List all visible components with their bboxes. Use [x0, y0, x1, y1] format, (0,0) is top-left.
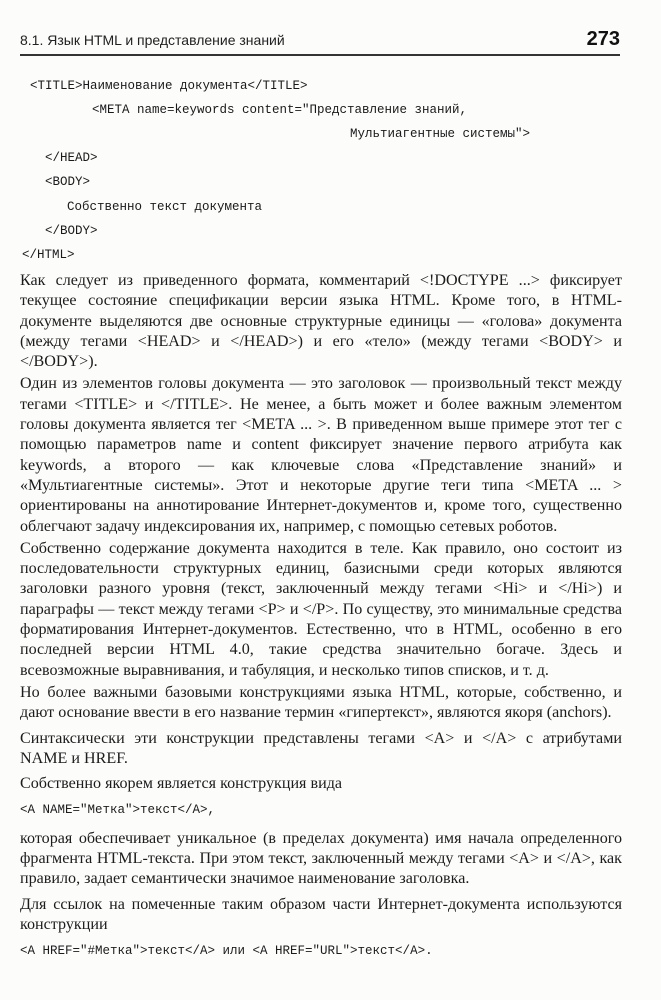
code-line: <TITLE>Наименование документа</TITLE>: [30, 79, 308, 93]
code-line: </HTML>: [22, 248, 75, 262]
code-line: </HEAD>: [45, 151, 98, 165]
header-rule: [20, 54, 620, 56]
section-title: 8.1. Язык HTML и представление знаний: [20, 32, 285, 48]
paragraph-anchor-desc: которая обеспечивает уникальное (в пределах документа) имя начала определенного фрагмента HTML-текста. При этом текст, заключенный между тегами <A> и </A>, как правило, задает семантически значимое наименование заголовка.: [20, 829, 622, 888]
code-line: <META name=keywords content="Представление знаний,: [92, 103, 468, 117]
body-text: [20, 271, 622, 970]
paragraph-doctype: Как следует из приведенного формата, комментарий <!DOCTYPE ...> фиксирует текущее состояние спецификации версии языка HTML. Кроме того, в HTML-документе выделяются две основные структурные единицы — «голова» документа (между тегами <HEAD> и </HEAD>) и его «тело» (между тегами <BODY> и </BODY>).: [20, 272, 622, 371]
code-line: <BODY>: [45, 175, 91, 189]
running-header: [20, 30, 620, 56]
paragraph-anchors: Но более важными базовыми конструкциями языка HTML, которые, собственно, и дают основание ввести в его название термин «гипертекст», являются якоря (anchors).: [20, 683, 622, 722]
code-anchor-href: <A HREF="#Метка">текст</A> или <A HREF="URL">текст</A>.: [20, 944, 433, 959]
paragraph-anchor-intro: Собственно якорем является конструкция вида: [20, 775, 343, 793]
code-line: Собственно текст документа: [67, 200, 263, 214]
code-line: </BODY>: [45, 224, 98, 238]
code-line: Мультиагентные системы">: [350, 127, 531, 141]
paragraph-body-content: Собственно содержание документа находится в теле. Как правило, оно состоит из последовательности структурных единиц, базисными среди которых являются заголовки разного уровня (текст, заключенный между тегами <Hi> и </Hi>) и параграфы — текст между тегами <P> и </P>. По существу, это минимальные средства форматирования Интернет-документов. Естественно, что в HTML, особенно в его последней версии HTML 4.0, такие средства значительно богаче. Здесь и всевозможные выравнивания, и табуляция, и несколько типов списков, и т. д.: [20, 539, 622, 679]
code-anchor-name: <A NAME="Метка">текст</A>,: [20, 803, 216, 818]
page-number: 273: [586, 28, 620, 50]
paragraph-syntax: Синтаксически эти конструкции представлены тегами <A> и </A> с атрибутами NAME и HREF.: [20, 729, 622, 767]
paragraph-head-elements: Один из элементов головы документа — это заголовок — произвольный текст между тегами <TITLE> и </TITLE>. Не менее, а быть может и более важным элементом головы документа является тег <META ... >. В приведенном выше примере этот тег с помощью параметров name и content фиксирует значение первого атрибута как keywords, а второго — как ключевые слова «Представление знаний» и «Мультиагентные системы». Этот и некоторые другие теги типа <META ... > ориентированы на аннотирование Интернет-документов и, кроме того, существенно облегчают задачу индексирования их, например, с помощью сетевых роботов.: [20, 375, 622, 535]
paragraph-links-intro: Для ссылок на помеченные таким образом части Интернет-документа используются конструкции: [20, 895, 622, 933]
